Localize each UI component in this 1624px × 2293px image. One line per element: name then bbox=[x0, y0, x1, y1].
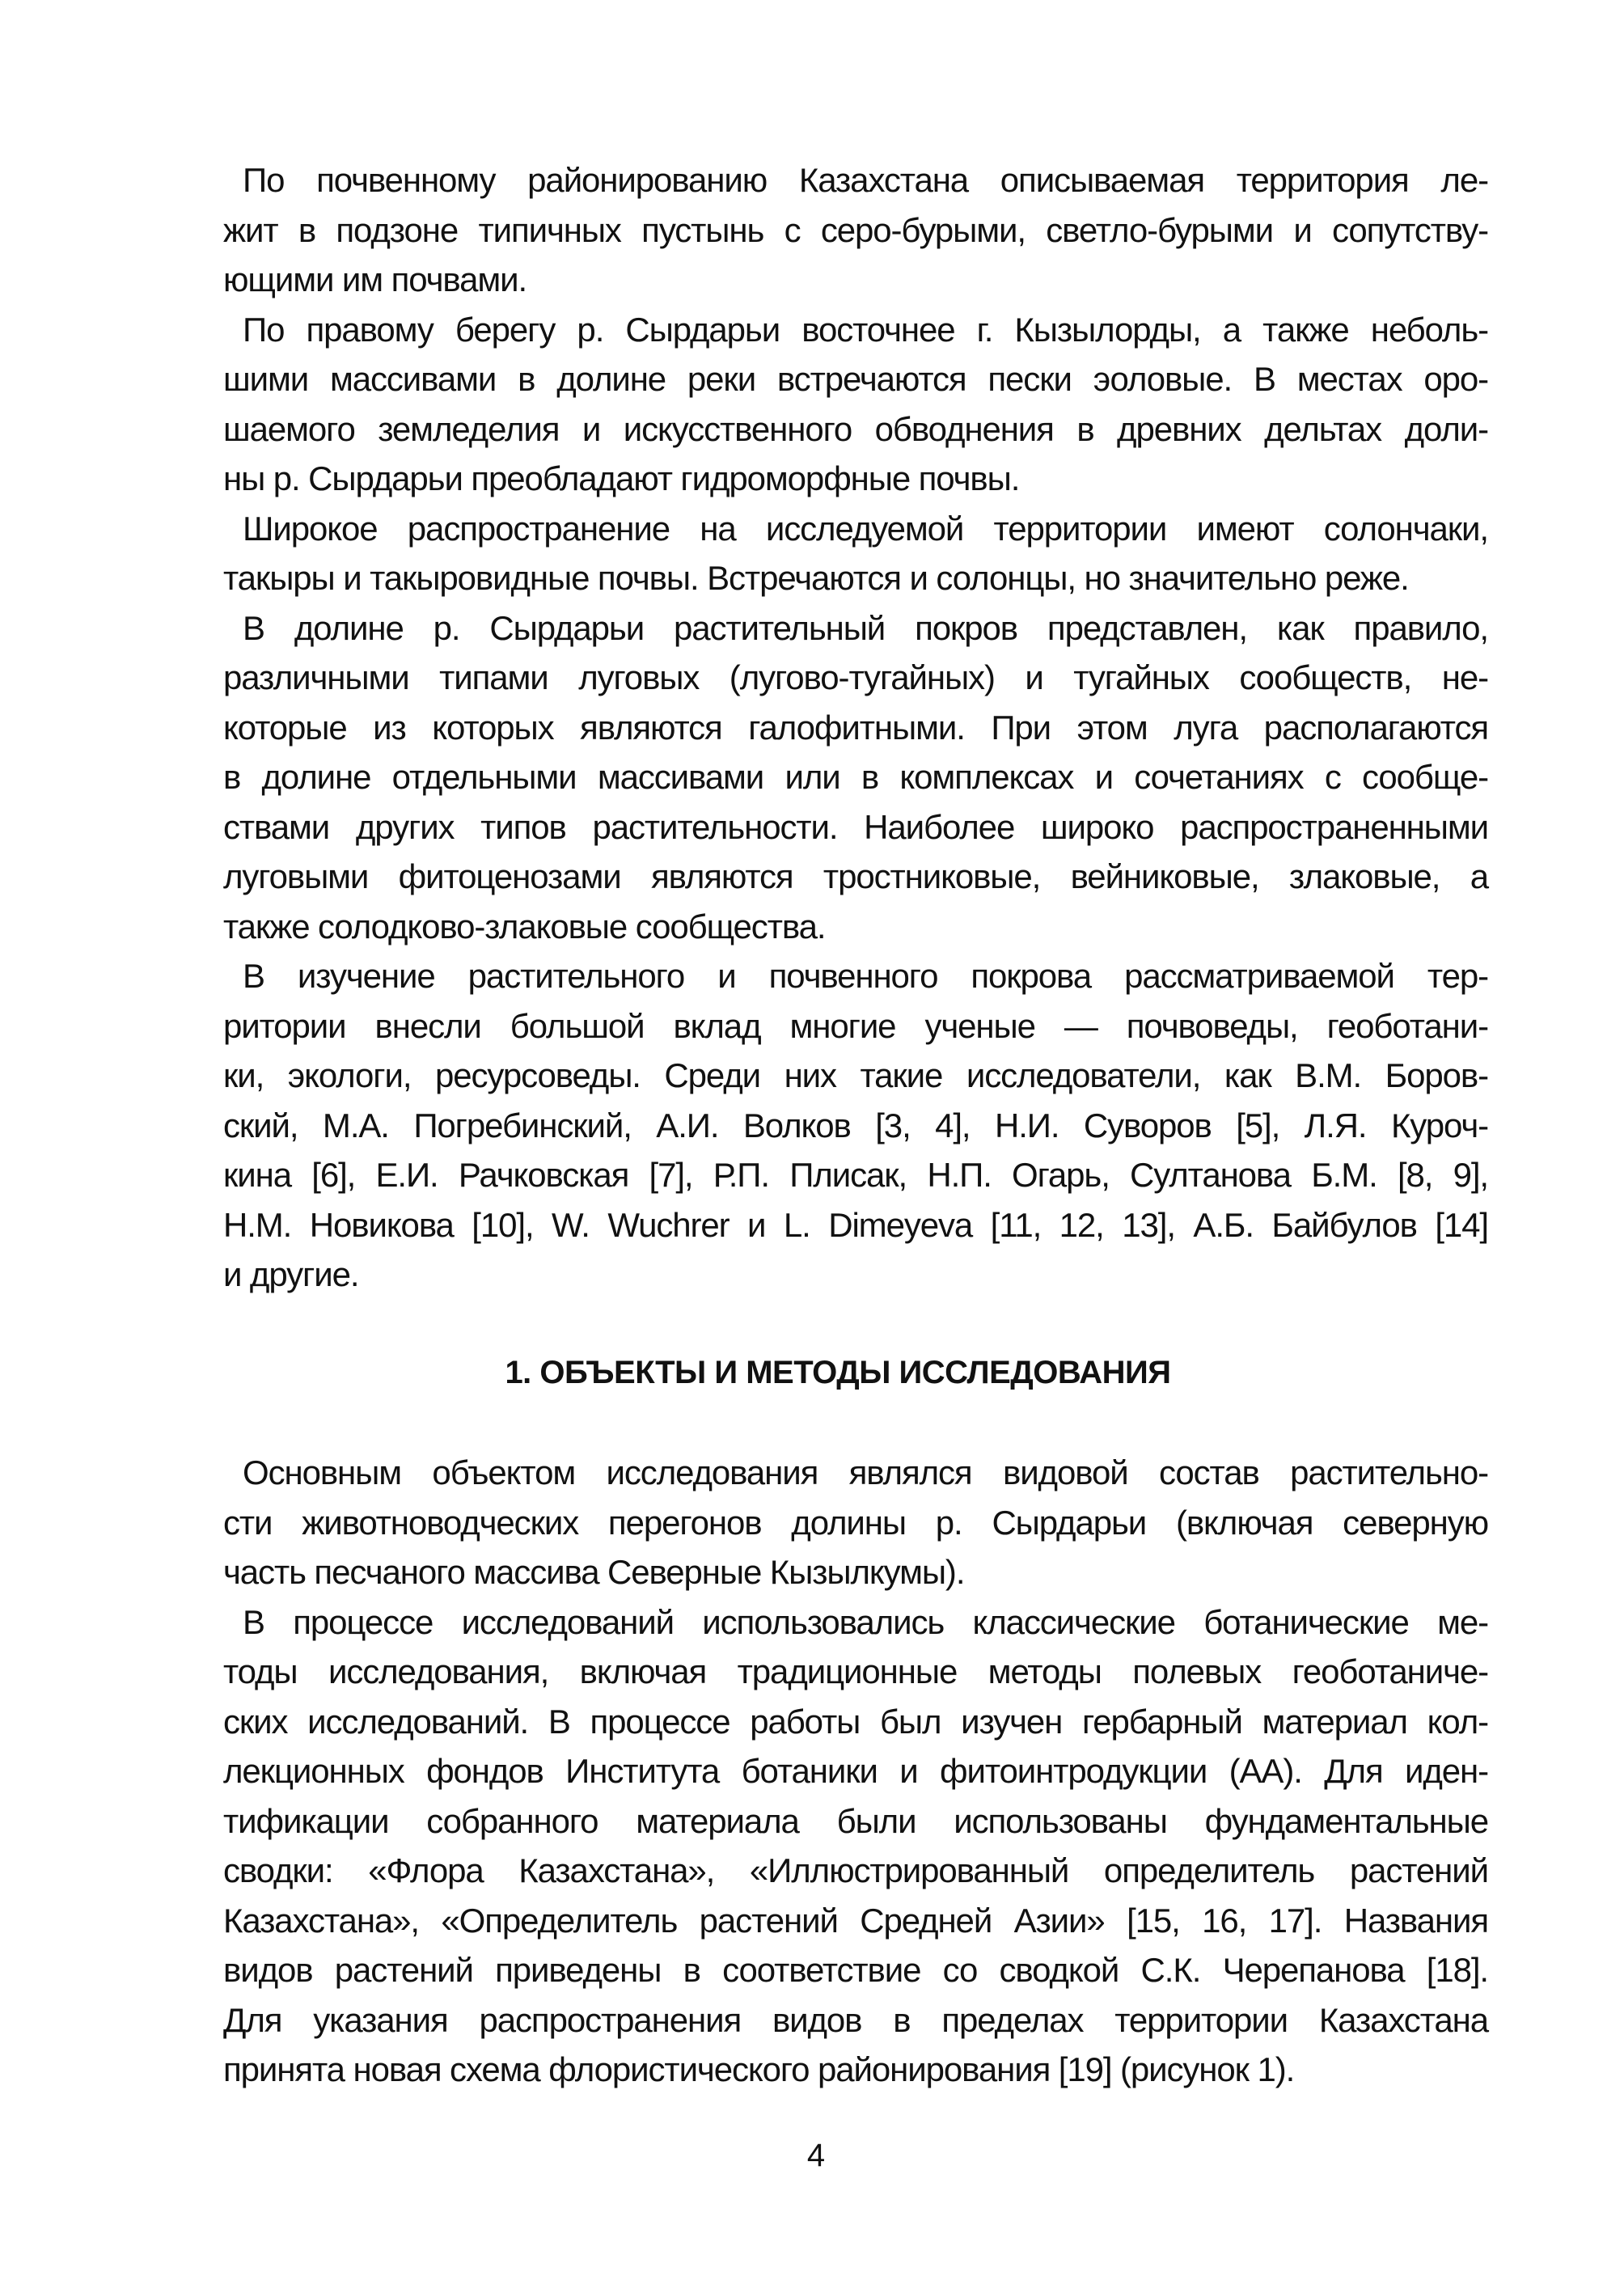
text-line: Основным объектом исследования являлся видовой состав растительно- bbox=[243, 1453, 1488, 1491]
text-line: такыры и такыровидные почвы. Встречаются и солонцы, но значительно реже. bbox=[223, 559, 1409, 597]
text-line: Казахстана», «Определитель растений Средней Азии» [15, 16, 17]. Названия bbox=[223, 1901, 1488, 1940]
text-line: ритории внесли большой вклад многие ученые — почвоведы, геоботани- bbox=[223, 1006, 1488, 1045]
text-line: ских исследований. В процессе работы был изучен гербарный материал кол- bbox=[223, 1702, 1488, 1741]
text-line: в долине отдельными массивами или в комплексах и сочетаниях с сообще- bbox=[223, 758, 1488, 796]
paragraph-research-methods bbox=[171, 1597, 1488, 2095]
section-heading: 1. ОБЪЕКТЫ И МЕТОДЫ ИССЛЕДОВАНИЯ bbox=[505, 1354, 1171, 1390]
document-page bbox=[171, 155, 1488, 2095]
spacer bbox=[171, 1300, 1488, 1348]
text-line: жит в подзоне типичных пустынь с серо-бурыми, светло-бурыми и сопутству- bbox=[223, 210, 1488, 249]
text-line: В процессе исследований использовались классические ботанические ме- bbox=[243, 1602, 1488, 1641]
text-line: ский, М.А. Погребинский, А.И. Волков [3, 4], Н.И. Суворов [5], Л.Я. Куроч- bbox=[223, 1106, 1488, 1144]
page-number: 4 bbox=[806, 2138, 826, 2173]
text-line: В долине р. Сырдарьи растительный покров представлен, как правило, bbox=[243, 608, 1488, 647]
text-line: которые из которых являются галофитными. При этом луга располагаются bbox=[223, 708, 1488, 747]
text-line: сти животноводческих перегонов долины р. Сырдарьи (включая северную bbox=[223, 1503, 1488, 1542]
text-line: Широкое распространение на исследуемой территории имеют солончаки, bbox=[243, 509, 1488, 548]
text-line: шаемого земледелия и искусственного обводнения в древних дельтах доли- bbox=[223, 409, 1488, 448]
text-line: принята новая схема флористического районирования [19] (рисунок 1). bbox=[223, 2050, 1295, 2088]
text-line: По почвенному районированию Казахстана описываемая территория ле- bbox=[243, 161, 1488, 199]
paragraph-vegetation-cover bbox=[171, 603, 1488, 952]
text-line: лекционных фондов Института ботаники и фитоинтродукции (АА). Для иден- bbox=[223, 1752, 1488, 1790]
paragraph-solonchaks bbox=[171, 504, 1488, 603]
spacer bbox=[171, 1398, 1488, 1448]
text-line: кина [6], Е.И. Рачковская [7], Р.П. Плисак, Н.П. Огарь, Султанова Б.М. [8, 9], bbox=[223, 1156, 1488, 1194]
text-line: часть песчаного массива Северные Кызылкумы). bbox=[223, 1553, 965, 1591]
paragraph-researchers bbox=[171, 951, 1488, 1300]
text-line: ки, экологи, ресурсоведы. Среди них такие исследователи, как В.М. Боров- bbox=[223, 1056, 1488, 1094]
text-line: ствами других типов растительности. Наиболее широко распространенными bbox=[223, 807, 1488, 846]
text-line: В изучение растительного и почвенного покрова рассматриваемой тер- bbox=[243, 957, 1488, 995]
paragraph-soil-zoning bbox=[171, 155, 1488, 305]
text-line: тоды исследования, включая традиционные методы полевых геоботаниче- bbox=[223, 1652, 1488, 1690]
text-line: сводки: «Флора Казахстана», «Иллюстрированный определитель растений bbox=[223, 1851, 1488, 1889]
text-line: шими массивами в долине реки встречаются пески эоловые. В местах оро- bbox=[223, 360, 1488, 398]
paragraph-syrdarya-bank bbox=[171, 305, 1488, 504]
text-line: ющими им почвами. bbox=[223, 260, 527, 298]
text-line: тификации собранного материала были использованы фундаментальные bbox=[223, 1801, 1488, 1840]
text-line: ны р. Сырдарьи преобладают гидроморфные почвы. bbox=[223, 459, 1020, 497]
text-line: также солодково-злаковые сообщества. bbox=[223, 907, 826, 946]
text-line: различными типами луговых (лугово-тугайных) и тугайных сообществ, не- bbox=[223, 658, 1488, 696]
text-line: Для указания распространения видов в пределах территории Казахстана bbox=[223, 2000, 1488, 2039]
text-line: и другие. bbox=[223, 1255, 359, 1293]
paragraph-research-object bbox=[171, 1448, 1488, 1597]
text-line: По правому берегу р. Сырдарьи восточнее г. Кызылорды, а также неболь- bbox=[243, 310, 1488, 349]
text-line: луговыми фитоценозами являются тростниковые, вейниковые, злаковые, а bbox=[223, 857, 1488, 895]
text-line: Н.М. Новикова [10], W. Wuchrer и L. Dimeyeva [11, 12, 13], А.Б. Байбулов [14] bbox=[223, 1205, 1488, 1244]
text-line: видов растений приведены в соответствие со сводкой С.К. Черепанова [18]. bbox=[223, 1951, 1488, 1989]
